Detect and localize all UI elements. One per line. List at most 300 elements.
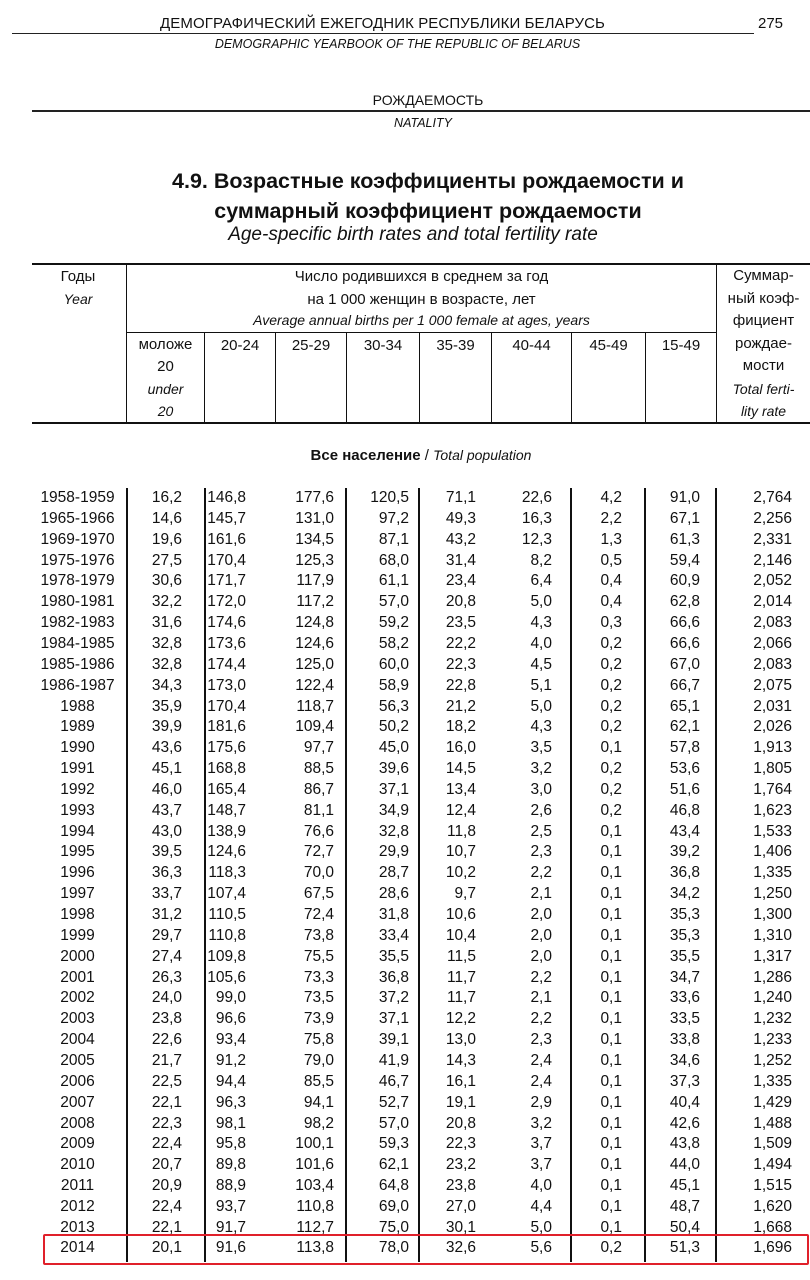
cell-40-44: 4,0	[530, 1177, 552, 1195]
cell-year: 1985-1986	[40, 655, 115, 673]
cell-15-49: 91,0	[669, 489, 700, 506]
cell-25-29: 75,5	[303, 947, 334, 965]
cell-35-39: 22,8	[445, 676, 476, 694]
cell-under20: 22,1	[151, 1218, 182, 1236]
cell-45-49: 2,2	[600, 509, 622, 527]
cell-40-44: 3,2	[530, 1114, 552, 1132]
cell-under20: 46,0	[151, 780, 182, 798]
cell-year: 1986-1987	[40, 676, 115, 694]
cell-45-49: 0,1	[600, 1218, 622, 1236]
cell-under20: 22,6	[151, 1031, 182, 1049]
cell-45-49: 0,1	[600, 906, 622, 923]
cell-45-49: 0,1	[600, 1093, 622, 1111]
cell-under20: 45,1	[151, 760, 182, 778]
cell-under20: 43,0	[151, 822, 182, 840]
cell-45-49: 0,1	[600, 1051, 622, 1069]
cell-under20: 32,2	[151, 593, 182, 611]
cell-45-49: 0,2	[600, 655, 622, 673]
cell-45-49: 0,2	[600, 780, 622, 798]
cell-40-44: 4,5	[530, 655, 552, 673]
cell-year: 2002	[60, 989, 95, 1007]
cell-45-49: 0,2	[600, 676, 622, 694]
col-header-group-ru-1: Число родившихся в среднем за год	[294, 268, 549, 285]
table-row	[0, 487, 810, 508]
cell-20-24: 96,3	[215, 1093, 246, 1111]
cell-15-49: 35,5	[669, 947, 700, 965]
cell-35-39: 16,1	[445, 1072, 476, 1090]
cell-tfr: 1,310	[753, 926, 792, 944]
cell-20-24: 174,6	[207, 614, 246, 632]
cell-tfr: 2,026	[753, 718, 792, 736]
cell-15-49: 35,3	[669, 926, 700, 944]
cell-35-39: 11,5	[446, 947, 476, 965]
table-row	[0, 821, 810, 842]
cell-30-34: 34,9	[378, 801, 409, 819]
cell-30-34: 37,1	[378, 780, 409, 798]
table-row	[0, 967, 810, 988]
table-row	[0, 1154, 810, 1175]
cell-25-29: 124,8	[295, 614, 334, 632]
table-row	[0, 612, 810, 633]
cell-under20: 22,5	[151, 1072, 182, 1090]
cell-40-44: 2,0	[530, 906, 552, 923]
cell-20-24: 170,4	[207, 697, 246, 715]
cell-15-49: 34,6	[669, 1051, 700, 1069]
cell-25-29: 117,9	[296, 572, 334, 590]
cell-45-49: 1,3	[600, 530, 622, 548]
cell-30-34: 68,0	[378, 551, 409, 569]
cell-30-34: 35,5	[378, 947, 409, 965]
cell-tfr: 1,406	[753, 843, 792, 861]
cell-35-39: 22,3	[445, 655, 476, 673]
table-row	[0, 654, 810, 675]
cell-year: 1993	[60, 801, 95, 819]
table-title	[0, 166, 810, 226]
cell-20-24: 98,1	[215, 1114, 246, 1132]
table-title-line-1: 4.9. Возрастные коэффициенты рождаемости и	[172, 169, 684, 193]
cell-25-29: 109,4	[295, 718, 334, 736]
col-header-year-ru: Годы	[60, 268, 96, 285]
cell-45-49: 0,1	[600, 1114, 622, 1132]
cell-30-34: 61,1	[378, 572, 409, 590]
cell-25-29: 100,1	[295, 1135, 334, 1153]
cell-25-29: 110,8	[296, 1197, 334, 1215]
cell-under20: 14,6	[151, 509, 182, 527]
cell-35-39: 43,2	[445, 530, 476, 548]
cell-20-24: 94,4	[215, 1072, 246, 1090]
cell-tfr: 1,317	[753, 947, 792, 965]
cell-tfr: 2,014	[753, 593, 792, 611]
cell-25-29: 73,3	[303, 968, 334, 986]
cell-35-39: 22,2	[445, 634, 476, 652]
cell-40-44: 8,2	[530, 551, 552, 569]
cell-20-24: 110,8	[208, 926, 246, 944]
cell-tfr: 2,764	[753, 489, 792, 506]
cell-tfr: 1,623	[753, 801, 792, 819]
cell-25-29: 70,0	[303, 864, 334, 882]
cell-35-39: 12,4	[445, 801, 476, 819]
cell-35-39: 21,2	[445, 697, 476, 715]
highlight-box	[43, 1234, 809, 1265]
cell-45-49: 0,1	[600, 822, 622, 840]
cell-year: 1991	[60, 760, 95, 778]
col-header-tfr-line: мости	[742, 357, 785, 374]
cell-year: 1999	[60, 926, 95, 944]
cell-30-34: 39,6	[378, 760, 409, 778]
cell-40-44: 5,6	[530, 1239, 552, 1256]
cell-under20: 20,1	[151, 1239, 182, 1256]
cell-tfr: 1,805	[753, 760, 792, 778]
table-row	[0, 1008, 810, 1029]
cell-15-49: 67,0	[669, 655, 700, 673]
cell-under20: 20,9	[151, 1177, 182, 1195]
cell-year: 1988	[60, 697, 95, 715]
table-row	[0, 550, 810, 571]
cell-tfr: 1,515	[753, 1177, 792, 1195]
cell-15-49: 33,8	[669, 1031, 700, 1049]
cell-tfr: 1,913	[753, 739, 792, 757]
cell-under20: 35,9	[151, 697, 182, 715]
cell-under20: 29,7	[151, 926, 182, 944]
cell-under20: 34,3	[151, 676, 182, 694]
cell-under20: 33,7	[151, 885, 182, 903]
table-row	[0, 633, 810, 654]
cell-15-49: 39,2	[669, 843, 700, 861]
cell-25-29: 124,6	[295, 634, 334, 652]
cell-year: 2004	[60, 1031, 95, 1049]
cell-under20: 43,7	[151, 801, 182, 819]
cell-25-29: 122,4	[295, 676, 334, 694]
cell-under20: 32,8	[151, 655, 182, 673]
cell-under20: 22,4	[151, 1197, 182, 1215]
cell-15-49: 62,8	[669, 593, 700, 611]
cell-15-49: 34,7	[669, 968, 700, 986]
table-row	[0, 883, 810, 904]
table-title-line-2: суммарный коэффициент рождаемости	[214, 199, 642, 223]
cell-45-49: 0,1	[600, 947, 622, 965]
cell-45-49: 0,4	[600, 572, 622, 590]
col-header-15-49: 15-49	[661, 337, 701, 354]
cell-45-49: 0,1	[600, 864, 622, 882]
cell-15-49: 57,8	[669, 739, 700, 757]
cell-30-34: 32,8	[378, 822, 409, 840]
table-row	[0, 758, 810, 779]
cell-35-39: 13,0	[445, 1031, 476, 1049]
cell-35-39: 23,4	[445, 572, 476, 590]
cell-35-39: 23,5	[445, 614, 476, 632]
cell-40-44: 5,0	[530, 593, 552, 611]
cell-year: 2006	[60, 1072, 95, 1090]
col-header-group-en: Average annual births per 1 000 female at ages, years	[253, 312, 590, 328]
cell-year: 1984-1985	[40, 634, 115, 652]
cell-15-49: 33,5	[669, 1010, 700, 1028]
cell-45-49: 0,2	[600, 697, 622, 715]
cell-20-24: 172,0	[207, 593, 246, 611]
cell-20-24: 107,4	[207, 885, 246, 903]
yearbook-title-en: DEMOGRAPHIC YEARBOOK OF THE REPUBLIC OF BELARUS	[214, 37, 581, 51]
cell-year: 1992	[60, 780, 95, 798]
col-header-under20-line: 20	[157, 358, 174, 375]
cell-20-24: 171,7	[207, 572, 246, 590]
cell-30-34: 87,1	[378, 530, 409, 548]
cell-45-49: 0,1	[600, 843, 622, 861]
cell-15-49: 61,3	[669, 530, 700, 548]
cell-15-49: 34,2	[669, 885, 700, 903]
cell-30-34: 78,0	[378, 1239, 409, 1256]
cell-15-49: 48,7	[669, 1197, 700, 1215]
table-row	[0, 591, 810, 612]
cell-45-49: 0,2	[600, 760, 622, 778]
cell-25-29: 98,2	[303, 1114, 334, 1132]
cell-under20: 30,6	[151, 572, 182, 590]
cell-25-29: 72,4	[303, 906, 334, 923]
cell-15-49: 33,6	[669, 989, 700, 1007]
cell-35-39: 20,8	[445, 1114, 476, 1132]
cell-25-29: 94,1	[303, 1093, 334, 1111]
cell-35-39: 30,1	[445, 1218, 476, 1236]
cell-year: 1980-1981	[40, 593, 115, 611]
cell-40-44: 3,5	[530, 739, 552, 757]
cell-year: 2014	[60, 1239, 95, 1256]
cell-tfr: 2,052	[753, 572, 792, 590]
cell-year: 1978-1979	[40, 572, 115, 590]
cell-45-49: 0,1	[600, 885, 622, 903]
cell-45-49: 0,2	[600, 1239, 622, 1256]
cell-30-34: 69,0	[378, 1197, 409, 1215]
cell-40-44: 2,2	[530, 968, 552, 986]
cell-year: 2005	[60, 1051, 95, 1069]
cell-30-34: 41,9	[378, 1051, 409, 1069]
subheading-ru: Все население	[310, 447, 421, 464]
header-mid-rule	[127, 332, 716, 333]
cell-30-34: 52,7	[378, 1093, 409, 1111]
cell-15-49: 46,8	[669, 801, 700, 819]
cell-40-44: 2,6	[530, 801, 552, 819]
cell-35-39: 16,0	[445, 739, 476, 757]
cell-40-44: 4,4	[530, 1197, 552, 1215]
cell-35-39: 14,5	[445, 760, 476, 778]
cell-40-44: 22,6	[521, 489, 552, 506]
cell-tfr: 1,232	[753, 1010, 792, 1028]
cell-tfr: 1,240	[753, 989, 792, 1007]
cell-35-39: 11,8	[446, 822, 476, 840]
cell-40-44: 2,4	[530, 1051, 552, 1069]
cell-20-24: 88,9	[215, 1177, 246, 1195]
cell-35-39: 9,7	[454, 885, 476, 903]
cell-30-34: 75,0	[378, 1218, 409, 1236]
cell-30-34: 50,2	[378, 718, 409, 736]
cell-30-34: 64,8	[378, 1177, 409, 1195]
cell-30-34: 45,0	[378, 739, 409, 757]
cell-15-49: 43,8	[669, 1135, 700, 1153]
cell-15-49: 50,4	[669, 1218, 700, 1236]
cell-25-29: 125,3	[295, 551, 334, 569]
cell-year: 2001	[60, 968, 95, 986]
cell-30-34: 120,5	[370, 489, 409, 506]
cell-45-49: 0,1	[600, 968, 622, 986]
cell-35-39: 13,4	[445, 780, 476, 798]
cell-20-24: 148,7	[207, 801, 246, 819]
table-row	[0, 1071, 810, 1092]
cell-40-44: 5,1	[530, 676, 552, 694]
cell-40-44: 2,1	[530, 885, 552, 903]
cell-25-29: 103,4	[295, 1177, 334, 1195]
cell-15-49: 60,9	[669, 572, 700, 590]
col-header-35-39: 35-39	[436, 337, 475, 354]
cell-tfr: 1,250	[753, 885, 792, 903]
col-header-under20-line: моложе	[138, 336, 193, 353]
cell-35-39: 18,2	[445, 718, 476, 736]
header-bottom-rule	[32, 422, 810, 424]
cell-40-44: 3,7	[530, 1135, 552, 1153]
cell-tfr: 2,083	[753, 614, 792, 632]
cell-45-49: 0,5	[600, 551, 622, 569]
cell-45-49: 0,2	[600, 718, 622, 736]
cell-25-29: 131,0	[295, 509, 334, 527]
cell-under20: 26,3	[151, 968, 182, 986]
subheading-en: Total population	[433, 447, 532, 463]
cell-15-49: 67,1	[669, 509, 700, 527]
cell-40-44: 2,2	[530, 1010, 552, 1028]
cell-20-24: 93,7	[215, 1197, 246, 1215]
section-title-en: NATALITY	[394, 116, 452, 130]
cell-under20: 22,3	[151, 1114, 182, 1132]
cell-15-49: 45,1	[669, 1177, 700, 1195]
cell-25-29: 81,1	[303, 801, 334, 819]
cell-year: 2013	[60, 1218, 95, 1236]
cell-40-44: 2,0	[530, 947, 552, 965]
cell-year: 1990	[60, 739, 95, 757]
col-header-tfr-line: Суммар-	[733, 267, 794, 284]
cell-30-34: 57,0	[378, 1114, 409, 1132]
table-row	[0, 737, 810, 758]
cell-25-29: 79,0	[303, 1051, 334, 1069]
cell-25-29: 97,7	[303, 739, 334, 757]
subheading-separator: /	[420, 447, 434, 464]
cell-20-24: 168,8	[207, 760, 246, 778]
cell-30-34: 62,1	[378, 1156, 409, 1174]
cell-40-44: 4,3	[530, 718, 552, 736]
cell-year: 1965-1966	[40, 509, 115, 527]
cell-35-39: 10,4	[445, 926, 476, 944]
cell-tfr: 1,429	[753, 1093, 792, 1111]
cell-25-29: 177,6	[295, 489, 334, 506]
cell-40-44: 16,3	[521, 509, 552, 527]
table-row	[0, 1050, 810, 1071]
cell-20-24: 181,6	[207, 718, 246, 736]
cell-40-44: 3,2	[530, 760, 552, 778]
cell-40-44: 3,7	[530, 1156, 552, 1174]
cell-30-34: 60,0	[378, 655, 409, 673]
cell-35-39: 22,3	[445, 1135, 476, 1153]
cell-year: 1982-1983	[40, 614, 115, 632]
cell-15-49: 36,8	[669, 864, 700, 882]
cell-20-24: 96,6	[215, 1010, 246, 1028]
cell-under20: 31,2	[151, 906, 182, 923]
cell-30-34: 37,2	[378, 989, 409, 1007]
cell-45-49: 0,3	[600, 614, 622, 632]
cell-30-34: 28,6	[378, 885, 409, 903]
cell-35-39: 49,3	[445, 509, 476, 527]
cell-year: 2010	[60, 1156, 95, 1174]
cell-15-49: 53,6	[669, 760, 700, 778]
cell-year: 1996	[60, 864, 95, 882]
cell-15-49: 66,7	[669, 676, 700, 694]
cell-35-39: 20,8	[445, 593, 476, 611]
cell-tfr: 2,031	[753, 697, 792, 715]
cell-year: 2007	[60, 1093, 95, 1111]
table-row	[0, 529, 810, 550]
cell-tfr: 2,146	[753, 551, 792, 569]
cell-20-24: 165,4	[207, 780, 246, 798]
cell-30-34: 31,8	[378, 906, 409, 923]
cell-15-49: 35,3	[669, 906, 700, 923]
cell-40-44: 4,0	[530, 634, 552, 652]
cell-tfr: 1,668	[753, 1218, 792, 1236]
col-header-year	[30, 265, 126, 311]
table-row	[0, 1175, 810, 1196]
cell-25-29: 76,6	[303, 822, 334, 840]
cell-45-49: 0,1	[600, 1135, 622, 1153]
table-row	[0, 1092, 810, 1113]
cell-tfr: 1,335	[753, 864, 792, 882]
cell-20-24: 175,6	[207, 739, 246, 757]
cell-20-24: 109,8	[207, 947, 246, 965]
cell-25-29: 112,7	[296, 1218, 334, 1236]
cell-30-34: 39,1	[378, 1031, 409, 1049]
cell-35-39: 10,6	[445, 906, 476, 923]
col-header-40-44: 40-44	[512, 337, 551, 354]
cell-20-24: 174,4	[207, 655, 246, 673]
cell-tfr: 1,696	[753, 1239, 792, 1256]
table-row	[0, 1196, 810, 1217]
cell-45-49: 0,1	[600, 1156, 622, 1174]
cell-40-44: 2,5	[530, 822, 552, 840]
table-row	[0, 779, 810, 800]
cell-25-29: 85,5	[303, 1072, 334, 1090]
cell-40-44: 4,3	[530, 614, 552, 632]
table-row	[0, 925, 810, 946]
cell-20-24: 105,6	[207, 968, 246, 986]
cell-45-49: 0,1	[600, 1010, 622, 1028]
cell-40-44: 2,3	[530, 1031, 552, 1049]
col-header-group	[127, 265, 716, 330]
cell-20-24: 146,8	[207, 489, 246, 506]
cell-30-34: 33,4	[378, 926, 409, 944]
table-row	[0, 862, 810, 883]
cell-45-49: 0,1	[600, 926, 622, 944]
cell-tfr: 1,509	[753, 1135, 792, 1153]
cell-45-49: 0,1	[600, 1072, 622, 1090]
cell-20-24: 173,0	[207, 676, 246, 694]
cell-20-24: 161,6	[207, 530, 246, 548]
cell-25-29: 88,5	[303, 760, 334, 778]
cell-tfr: 1,286	[753, 968, 792, 986]
table-row	[0, 800, 810, 821]
cell-under20: 23,8	[151, 1010, 182, 1028]
cell-25-29: 73,5	[303, 989, 334, 1007]
cell-35-39: 14,3	[445, 1051, 476, 1069]
cell-25-29: 72,7	[303, 843, 334, 861]
col-header-45-49: 45-49	[589, 337, 628, 354]
cell-40-44: 2,4	[530, 1072, 552, 1090]
cell-35-39: 27,0	[445, 1197, 476, 1215]
cell-25-29: 75,8	[303, 1031, 334, 1049]
cell-year: 1969-1970	[40, 530, 115, 548]
cell-45-49: 0,1	[600, 739, 622, 757]
cell-15-49: 37,3	[669, 1072, 700, 1090]
cell-20-24: 145,7	[207, 509, 246, 527]
